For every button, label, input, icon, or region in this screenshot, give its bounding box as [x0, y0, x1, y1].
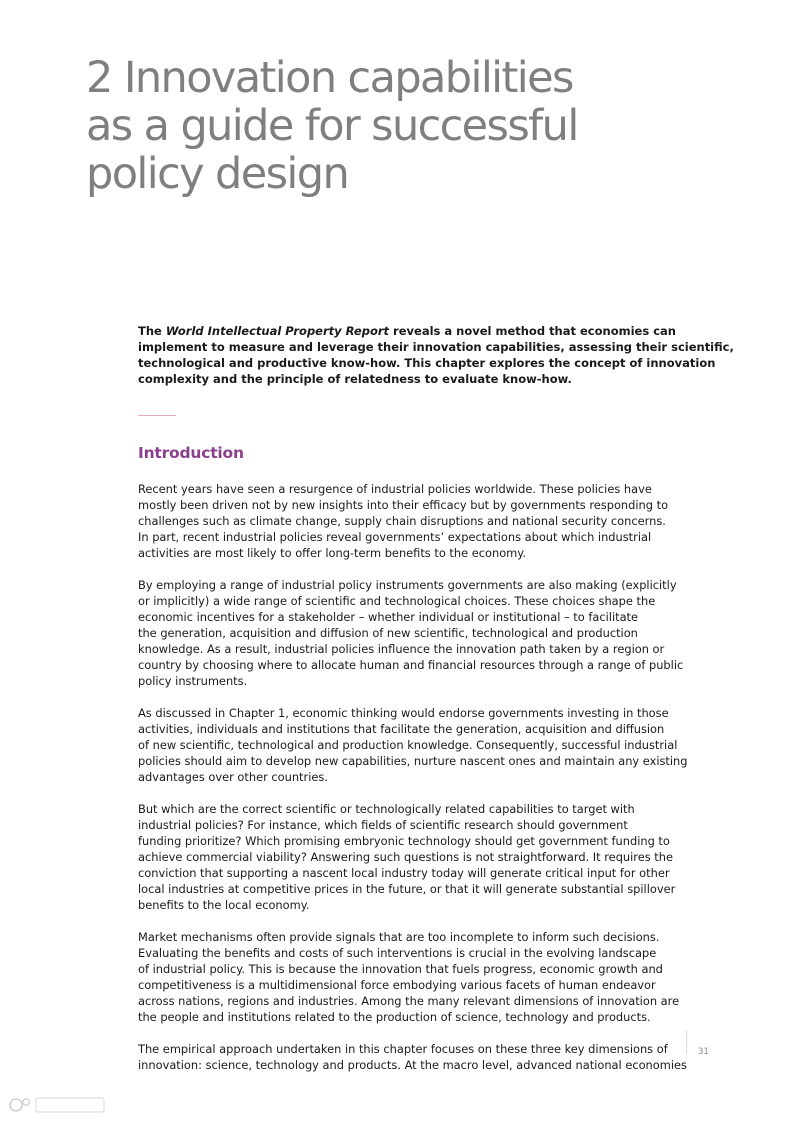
- lead-line: complexity and the principle of relatedness to evaluate know-how.: [138, 372, 572, 386]
- body-line: Market mechanisms often provide signals that are too incomplete to inform such decisions.: [138, 930, 660, 944]
- body-paragraph: [138, 1041, 687, 1073]
- lead-prefix: The: [138, 324, 166, 338]
- page-number-rule: [686, 1030, 687, 1054]
- body-line: knowledge. As a result, industrial policies influence the innovation path taken by a region or: [138, 642, 665, 656]
- body-line: In part, recent industrial policies reveal governments’ expectations about which industrial: [138, 530, 652, 544]
- chapter-title-line: 2 Innovation capabilities: [86, 53, 573, 103]
- body-line: Recent years have seen a resurgence of industrial policies worldwide. These policies have: [138, 482, 652, 496]
- body-paragraph: [138, 577, 684, 689]
- body-line: innovation: science, technology and products. At the macro level, advanced national economies: [138, 1058, 687, 1072]
- body-line: By employing a range of industrial policy instruments governments are also making (explicitly: [138, 578, 677, 592]
- report-title-italic: World Intellectual Property Report: [165, 324, 390, 338]
- body-line: The empirical approach undertaken in this chapter focuses on these three key dimensions of: [138, 1042, 668, 1056]
- lead-suffix: reveals a novel method that economies can: [389, 324, 676, 338]
- body-paragraph: [138, 929, 680, 1025]
- lead-line: [138, 323, 676, 339]
- body-line: As discussed in Chapter 1, economic thinking would endorse governments investing in those: [138, 706, 669, 720]
- section-divider: [138, 415, 176, 416]
- chapter-title-line: as a guide for successful: [86, 101, 578, 151]
- body-line: activities are most likely to offer long-term benefits to the economy.: [138, 546, 526, 560]
- body-line: of new scientific, technological and production knowledge. Consequently, successful industrial: [138, 738, 678, 752]
- lead-paragraph: [138, 323, 734, 387]
- body-line: achieve commercial viability? Answering such questions is not straightforward. It requires the: [138, 850, 673, 864]
- body-line: country by choosing where to allocate human and financial resources through a range of public: [138, 658, 684, 672]
- body-line: But which are the correct scientific or technologically related capabilities to target with: [138, 802, 635, 816]
- body-line: industrial policies? For instance, which fields of scientific research should government: [138, 818, 628, 832]
- body-line: activities, individuals and institutions that facilitate the generation, acquisition and diffusion: [138, 722, 665, 736]
- body-line: the generation, acquisition and diffusion of new scientific, technological and production: [138, 626, 638, 640]
- body-line: of industrial policy. This is because the innovation that fuels progress, economic growth and: [138, 962, 663, 976]
- section-heading-introduction: Introduction: [138, 444, 244, 462]
- chapter-title-line: policy design: [86, 149, 349, 199]
- body-line: or implicitly) a wide range of scientific and technological choices. These choices shape the: [138, 594, 656, 608]
- watermark-logo: [8, 1093, 108, 1117]
- body-line: local industries at competitive prices in the future, or that it will generate substantial spillover: [138, 882, 676, 896]
- body-paragraph: [138, 801, 676, 913]
- body-line: conviction that supporting a nascent local industry today will generate critical input for other: [138, 866, 670, 880]
- page-number: 31: [698, 1047, 709, 1057]
- body-line: advantages over other countries.: [138, 770, 328, 784]
- lead-line: technological and productive know-how. This chapter explores the concept of innovation: [138, 356, 716, 370]
- body-paragraph: [138, 481, 669, 561]
- chapter-title: [86, 54, 726, 198]
- lead-line: implement to measure and leverage their innovation capabilities, assessing their scientific,: [138, 340, 734, 354]
- body-line: policies should aim to develop new capabilities, nurture nascent ones and maintain any existing: [138, 754, 688, 768]
- body-line: mostly been driven not by new insights into their efficacy but by governments responding to: [138, 498, 669, 512]
- body-line: policy instruments.: [138, 674, 248, 688]
- body-line: economic incentives for a stakeholder – whether individual or institutional – to facilitate: [138, 610, 639, 624]
- body-line: across nations, regions and industries. Among the many relevant dimensions of innovation are: [138, 994, 680, 1008]
- body-line: funding prioritize? Which promising embryonic technology should get government funding to: [138, 834, 670, 848]
- body-line: benefits to the local economy.: [138, 898, 310, 912]
- body-paragraph: [138, 705, 688, 785]
- body-line: challenges such as climate change, supply chain disruptions and national security concerns.: [138, 514, 666, 528]
- body-line: competitiveness is a multidimensional force embodying various facets of human endeavor: [138, 978, 656, 992]
- body-line: the people and institutions related to the production of science, technology and products.: [138, 1010, 651, 1024]
- body-paragraphs: [138, 481, 688, 1073]
- body-line: Evaluating the benefits and costs of such interventions is crucial in the evolving landscape: [138, 946, 657, 960]
